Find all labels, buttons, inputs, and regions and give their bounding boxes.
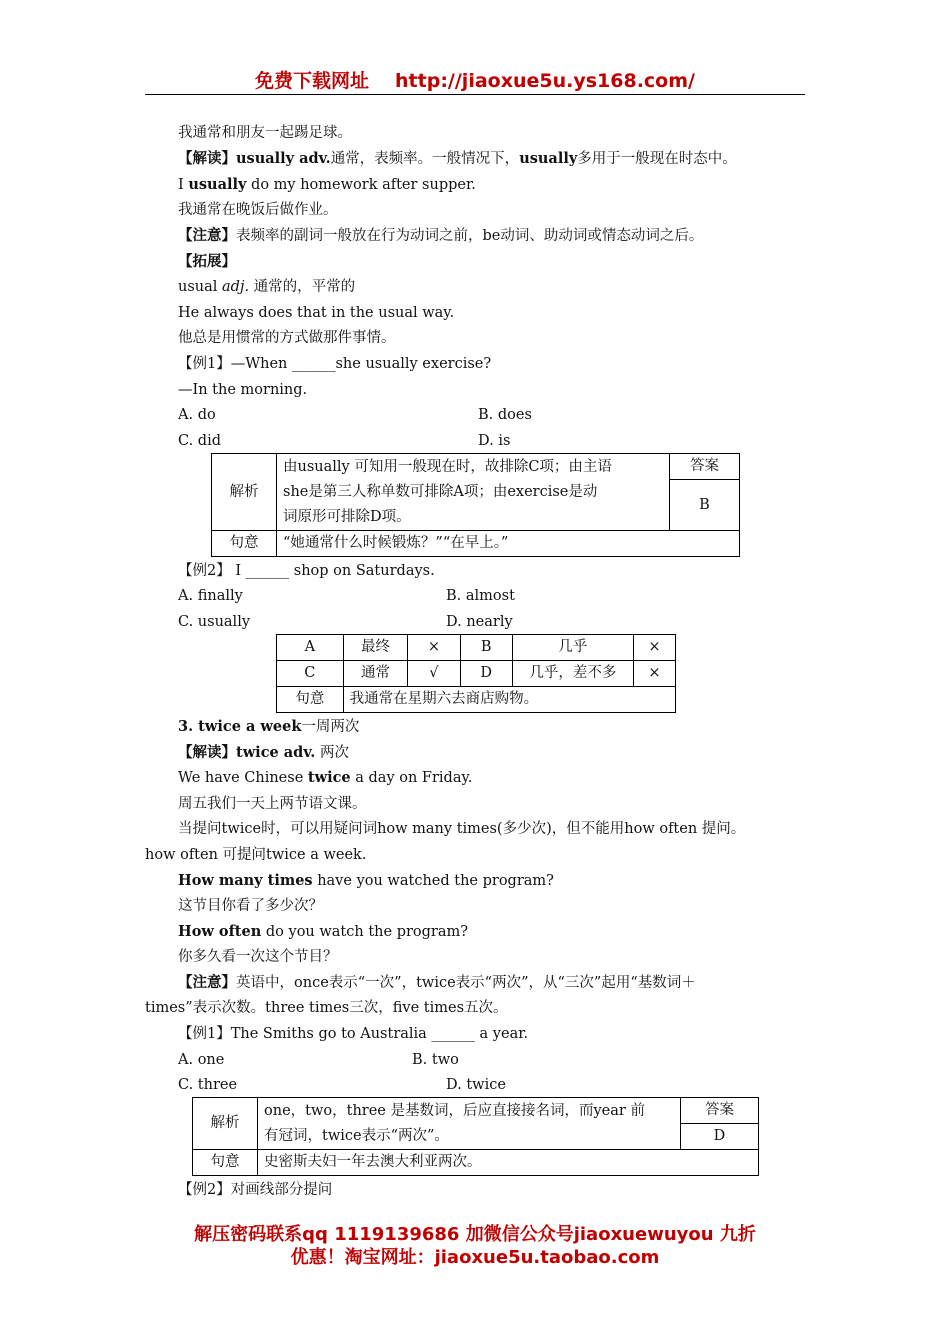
cross-mark: ×	[633, 661, 675, 687]
answer-value: D	[681, 1124, 759, 1150]
text-line: 【解读】usually adv.通常，表频率。一般情况下，usually多用于一般现在时态中。	[178, 150, 737, 167]
option-b: B. two	[412, 1052, 459, 1068]
answer-value: B	[670, 480, 740, 531]
label-juyi: 句意	[193, 1150, 258, 1176]
header-url[interactable]: http://jiaoxue5u.ys168.com/	[395, 70, 695, 92]
jiexi-text: 由usually 可知用一般现在时，故排除C项；由主语 she是第三人称单数可排除A项；由exercise是动 词原形可排除D项。	[277, 454, 670, 531]
cell: A	[277, 635, 344, 661]
question-line: 【例1】—When ______she usually exercise?	[178, 356, 492, 372]
text-line: 我通常在晚饭后做作业。	[178, 202, 338, 218]
text-line: I usually do my homework after supper.	[178, 176, 476, 193]
page-header	[145, 66, 805, 93]
option-a: A. do	[178, 407, 216, 423]
cell: 几乎	[512, 635, 633, 661]
cross-mark: ×	[633, 635, 675, 661]
text-line: 这节目你看了多少次？	[178, 898, 323, 914]
text-line: times”表示次数。three times三次，five times五次。	[145, 1000, 508, 1016]
text-line: He always does that in the usual way.	[178, 305, 455, 321]
analysis-table-1	[211, 453, 740, 557]
option-b: B. almost	[446, 588, 515, 604]
label-jiexi: 解析	[193, 1098, 258, 1150]
option-d: D. is	[478, 433, 511, 449]
option-c: C. three	[178, 1077, 238, 1093]
juyi-text: 我通常在星期六去商店购物。	[343, 687, 675, 713]
text-line: We have Chinese twice a day on Friday.	[178, 769, 473, 786]
cell: C	[277, 661, 344, 687]
question-line: 【例2】 I ______ shop on Saturdays.	[178, 563, 435, 579]
text-line: 他总是用惯常的方式做那件事情。	[178, 330, 396, 346]
option-a: A. finally	[178, 588, 243, 604]
text-line: 【解读】twice adv. 两次	[178, 744, 349, 761]
section-tag: 【拓展】	[178, 253, 236, 270]
text-line: How often do you watch the program?	[178, 923, 469, 940]
footer-line-1: 解压密码联系qq 1119139686 加微信公众号jiaoxuewuyou 九折	[194, 1224, 756, 1245]
footer-line-2[interactable]: 优惠！淘宝网址：jiaoxue5u.taobao.com	[290, 1247, 660, 1268]
cell: B	[460, 635, 512, 661]
text-line: 【注意】英语中，once表示“一次”，twice表示“两次”，从“三次”起用“基数词＋	[178, 974, 696, 991]
option-d: D. twice	[446, 1077, 506, 1093]
option-d: D. nearly	[446, 614, 513, 630]
text-line: 当提问twice时，可以用疑问词how many times(多少次)，但不能用how often 提问。	[178, 821, 746, 837]
jiexi-text: one，two，three 是基数词，后应直接接名词，而year 前 有冠词，twice表示“两次”。	[258, 1098, 681, 1150]
label-answer: 答案	[670, 454, 740, 480]
text-line: how often 可提问twice a week.	[145, 847, 367, 863]
options-table	[276, 634, 676, 713]
option-c: C. usually	[178, 614, 251, 630]
text-line: 【注意】表频率的副词一般放在行为动词之前，be动词、助动词或情态动词之后。	[178, 227, 704, 244]
cell: D	[460, 661, 512, 687]
label-juyi: 句意	[212, 531, 277, 557]
juyi-text: “她通常什么时候锻炼？”“在早上。”	[277, 531, 740, 557]
check-mark: √	[408, 661, 460, 687]
text-line: 周五我们一天上两节语文课。	[178, 796, 367, 812]
header-label: 免费下载网址	[255, 70, 370, 92]
option-a: A. one	[178, 1052, 225, 1068]
option-b: B. does	[478, 407, 532, 423]
cell: 几乎，差不多	[512, 661, 633, 687]
question-line: 【例2】对画线部分提问	[178, 1182, 333, 1198]
text-line: 我通常和朋友一起踢足球。	[178, 125, 352, 141]
header-rule	[145, 94, 805, 95]
cross-mark: ×	[408, 635, 460, 661]
option-c: C. did	[178, 433, 221, 449]
label-answer: 答案	[681, 1098, 759, 1124]
label-jiexi: 解析	[212, 454, 277, 531]
cell: 最终	[343, 635, 408, 661]
juyi-text: 史密斯夫妇一年去澳大利亚两次。	[258, 1150, 759, 1176]
label-juyi: 句意	[277, 687, 344, 713]
section-title: 3. twice a week一周两次	[178, 718, 360, 735]
question-line: 【例1】The Smiths go to Australia ______ a year.	[178, 1026, 529, 1042]
text-line: usual adj. 通常的，平常的	[178, 279, 356, 295]
cell: 通常	[343, 661, 408, 687]
text-line: 你多久看一次这个节目？	[178, 949, 338, 965]
analysis-table-2	[192, 1097, 759, 1176]
text-line: How many times have you watched the program?	[178, 872, 554, 889]
text-line: —In the morning.	[178, 382, 308, 398]
